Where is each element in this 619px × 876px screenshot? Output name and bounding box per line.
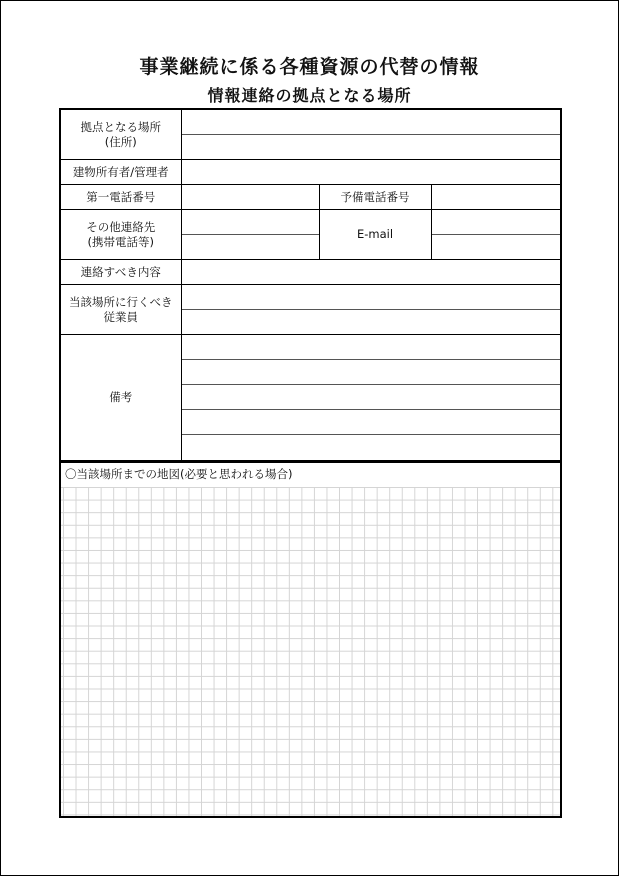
other-contact-line-1[interactable] [182, 210, 319, 235]
map-title: 〇当該場所までの地図(必要と思われる場合) [65, 467, 293, 481]
notes-row [60, 335, 561, 462]
other-contact-label [60, 210, 181, 260]
location-label [60, 109, 181, 160]
contents-label: 連絡すべき内容 [60, 260, 181, 285]
phone-row [60, 185, 561, 210]
other-contact-label-line1: その他連絡先 [86, 219, 156, 234]
notes-line-1[interactable] [182, 335, 561, 360]
email-line-2[interactable] [432, 235, 561, 259]
staff-line-2[interactable] [182, 310, 561, 334]
location-row [60, 109, 561, 160]
other-contact-field[interactable] [181, 210, 319, 260]
contents-field[interactable] [181, 260, 561, 285]
notes-line-5[interactable] [182, 435, 561, 460]
notes-line-4[interactable] [182, 410, 561, 435]
map-grid-area[interactable] [61, 487, 560, 816]
location-field[interactable] [181, 109, 561, 160]
location-label-line1: 拠点となる場所 [80, 119, 161, 134]
phone1-label: 第一電話番号 [60, 185, 181, 210]
notes-line-3[interactable] [182, 385, 561, 410]
owner-field[interactable] [181, 160, 561, 185]
map-section [59, 462, 562, 818]
owner-row [60, 160, 561, 185]
other-contact-line-2[interactable] [182, 235, 319, 259]
location-line-1[interactable] [182, 110, 561, 135]
staff-field[interactable] [181, 285, 561, 335]
owner-label: 建物所有者/管理者 [60, 160, 181, 185]
other-contact-row [60, 210, 561, 260]
staff-label [60, 285, 181, 335]
notes-line-2[interactable] [182, 360, 561, 385]
staff-line-1[interactable] [182, 285, 561, 310]
email-field[interactable] [431, 210, 561, 260]
email-label: E-mail [319, 210, 431, 260]
page-title: 事業継続に係る各種資源の代替の情報 [139, 56, 480, 78]
other-contact-label-line2: (携帯電話等) [87, 234, 154, 249]
location-line-2[interactable] [182, 135, 561, 159]
contents-row [60, 260, 561, 285]
notes-label: 備考 [60, 335, 181, 462]
staff-label-line2: 従業員 [103, 309, 138, 324]
phone2-field[interactable] [431, 185, 561, 210]
notes-field[interactable] [181, 335, 561, 462]
phone2-label: 予備電話番号 [319, 185, 431, 210]
phone1-field[interactable] [181, 185, 319, 210]
info-form-table [59, 108, 562, 462]
page-subtitle: 情報連絡の拠点となる場所 [207, 86, 412, 105]
location-label-line2: (住所) [104, 134, 137, 149]
staff-row [60, 285, 561, 335]
staff-label-line1: 当該場所に行くべき [69, 294, 173, 309]
email-line-1[interactable] [432, 210, 561, 235]
